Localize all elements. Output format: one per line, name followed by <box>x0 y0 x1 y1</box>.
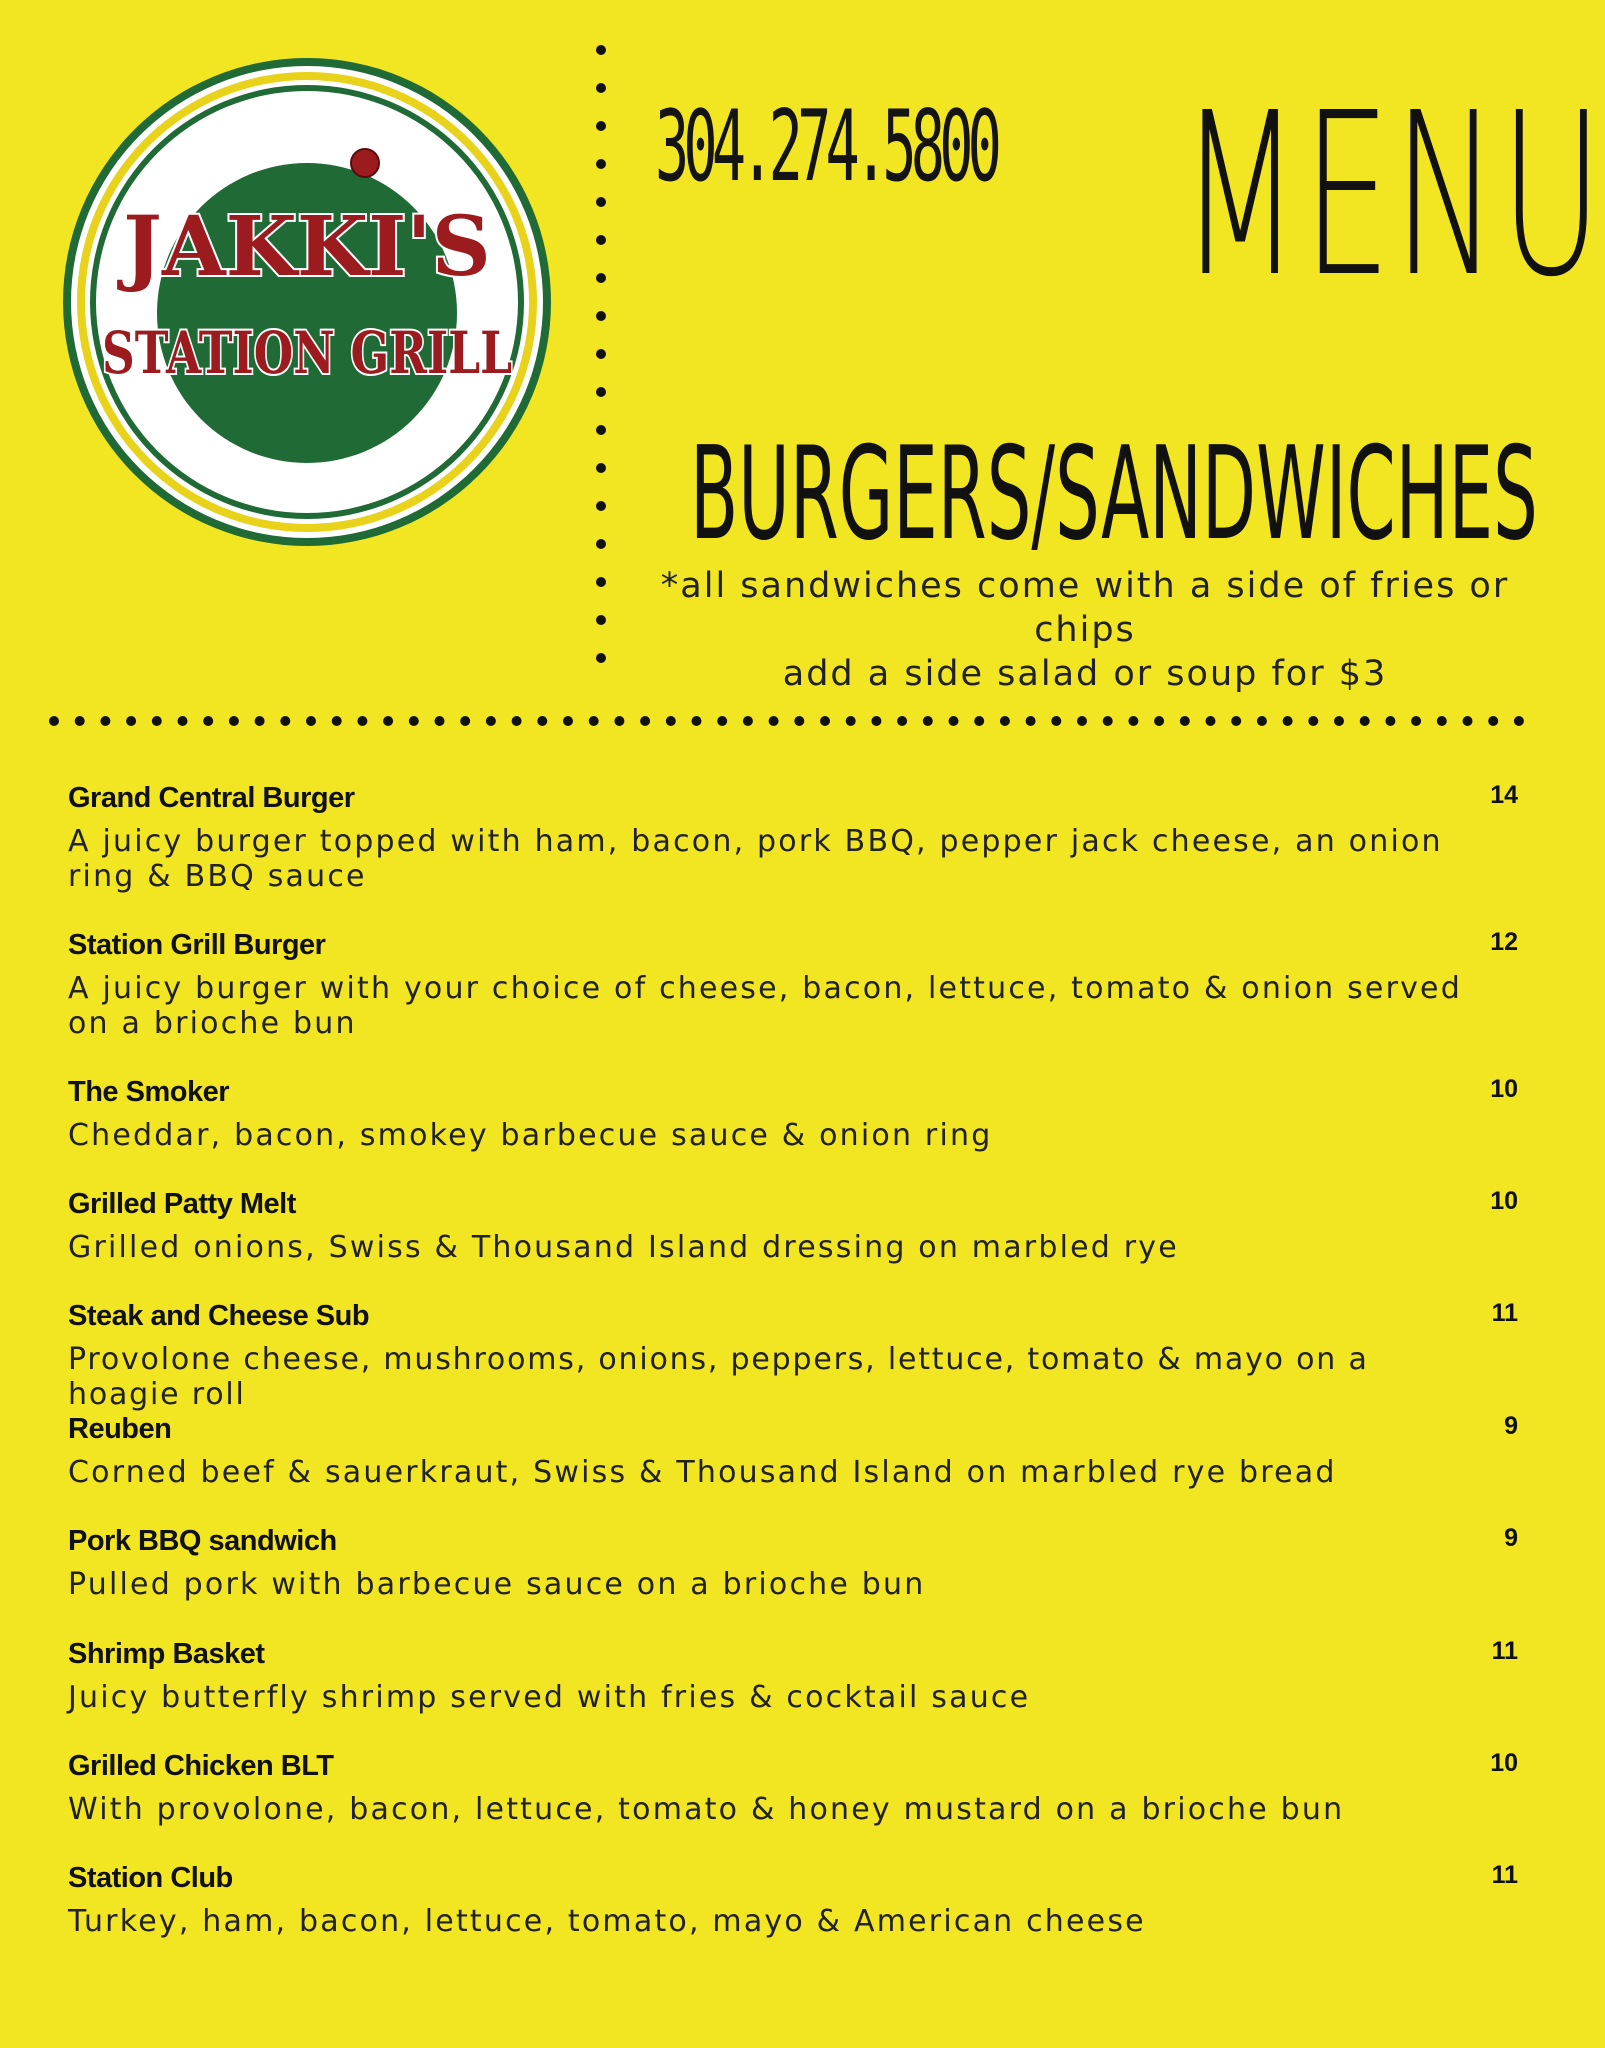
item-name: Steak and Cheese Sub <box>68 1300 370 1332</box>
divider-dot <box>614 716 624 726</box>
menu-item <box>68 1746 1518 1827</box>
divider-dot <box>794 716 804 726</box>
vertical-dotted-divider <box>594 44 608 669</box>
divider-dot <box>1514 716 1524 726</box>
divider-dot <box>280 716 290 726</box>
logo-text-top: JAKKI'S <box>123 199 491 295</box>
divider-dot <box>306 716 316 726</box>
horizontal-dotted-divider <box>48 714 1548 728</box>
item-name: Station Club <box>68 1862 233 1894</box>
item-name: The Smoker <box>68 1076 229 1108</box>
section-note <box>630 564 1540 696</box>
menu-item <box>68 1521 1518 1602</box>
item-description: Provolone cheese, mushrooms, onions, peppers, lettuce, tomato & mayo on a hoagie roll <box>68 1342 1369 1412</box>
item-price: 11 <box>1491 1861 1518 1889</box>
divider-dot <box>1231 716 1241 726</box>
menu-item <box>68 1296 1518 1412</box>
divider-dot <box>1128 716 1138 726</box>
note-line-addon: add a side salad or soup for $3 <box>782 654 1388 694</box>
divider-dot <box>1385 716 1395 726</box>
divider-dot <box>486 716 496 726</box>
item-description: Turkey, ham, bacon, lettuce, tomato, mayo & American cheese <box>68 1904 1146 1939</box>
item-description: Cheddar, bacon, smokey barbecue sauce & onion ring <box>68 1118 993 1153</box>
divider-dot <box>1437 716 1447 726</box>
divider-dot <box>949 716 959 726</box>
divider-dot <box>1180 716 1190 726</box>
section-title: BURGERS/SANDWICHES <box>690 420 1538 569</box>
divider-dot <box>743 716 753 726</box>
item-name: Shrimp Basket <box>68 1638 265 1670</box>
divider-dot <box>563 716 573 726</box>
divider-dot <box>717 716 727 726</box>
item-description: A juicy burger topped with ham, bacon, pork BBQ, pepper jack cheese, an onion ring & BBQ sauce <box>68 824 1443 894</box>
divider-dot <box>1334 716 1344 726</box>
item-description: A juicy burger with your choice of cheese, bacon, lettuce, tomato & onion served on a brioche bun <box>68 971 1462 1041</box>
divider-dot <box>846 716 856 726</box>
menu-item <box>68 1634 1518 1715</box>
divider-dot <box>1077 716 1087 726</box>
divider-dot <box>512 716 522 726</box>
divider-dot <box>666 716 676 726</box>
item-name: Grilled Patty Melt <box>68 1188 296 1220</box>
divider-dot <box>1308 716 1318 726</box>
item-name: Grilled Chicken BLT <box>68 1750 334 1782</box>
item-price: 10 <box>1490 1075 1518 1103</box>
logo-text-bottom: STATION GRILL <box>102 319 512 387</box>
divider-dot <box>1257 716 1267 726</box>
divider-dot <box>1463 716 1473 726</box>
divider-dot <box>1360 716 1370 726</box>
divider-dot <box>1488 716 1498 726</box>
divider-dot <box>923 716 933 726</box>
menu-item <box>68 1409 1518 1490</box>
divider-dot <box>229 716 239 726</box>
divider-dot <box>255 716 265 726</box>
divider-dot <box>435 716 445 726</box>
divider-dot <box>332 716 342 726</box>
divider-dot <box>897 716 907 726</box>
divider-dot <box>692 716 702 726</box>
divider-dot <box>383 716 393 726</box>
menu-title: MENU <box>1180 65 1605 327</box>
divider-dot <box>126 716 136 726</box>
item-price: 12 <box>1490 928 1518 956</box>
item-description: Juicy butterfly shrimp served with fries & cocktail sauce <box>68 1680 1031 1715</box>
divider-dot <box>769 716 779 726</box>
item-name: Station Grill Burger <box>68 929 326 961</box>
restaurant-logo <box>60 55 554 549</box>
divider-dot <box>203 716 213 726</box>
item-price: 10 <box>1490 1749 1518 1777</box>
menu-item <box>68 925 1518 1041</box>
item-name: Pork BBQ sandwich <box>68 1525 337 1557</box>
divider-dot <box>409 716 419 726</box>
divider-dot <box>640 716 650 726</box>
divider-dot <box>49 716 59 726</box>
divider-dot <box>460 716 470 726</box>
divider-dot <box>820 716 830 726</box>
item-name: Reuben <box>68 1413 172 1445</box>
item-price: 9 <box>1504 1524 1518 1552</box>
divider-dot <box>1206 716 1216 726</box>
divider-dot <box>871 716 881 726</box>
item-description: With provolone, bacon, lettuce, tomato & honey mustard on a brioche bun <box>68 1792 1345 1827</box>
item-price: 10 <box>1490 1187 1518 1215</box>
divider-dot <box>1103 716 1113 726</box>
divider-dot <box>178 716 188 726</box>
item-price: 11 <box>1491 1299 1518 1327</box>
phone-number: 304.274.5800 <box>655 90 997 204</box>
divider-dot <box>1051 716 1061 726</box>
menu-item <box>68 1072 1518 1153</box>
item-price: 14 <box>1490 781 1518 809</box>
divider-dot <box>974 716 984 726</box>
menu-item <box>68 778 1518 894</box>
menu-item <box>68 1858 1518 1939</box>
divider-dot <box>1411 716 1421 726</box>
divider-dot <box>75 716 85 726</box>
divider-dot <box>152 716 162 726</box>
divider-dot <box>357 716 367 726</box>
divider-dot <box>100 716 110 726</box>
note-line-sides: *all sandwiches come with a side of fries or chips <box>660 566 1510 650</box>
item-price: 9 <box>1504 1412 1518 1440</box>
divider-dot <box>1000 716 1010 726</box>
divider-dot <box>1154 716 1164 726</box>
menu-item <box>68 1184 1518 1265</box>
item-description: Pulled pork with barbecue sauce on a brioche bun <box>68 1567 926 1602</box>
divider-dot <box>1026 716 1036 726</box>
divider-dot <box>537 716 547 726</box>
item-price: 11 <box>1491 1637 1518 1665</box>
item-name: Grand Central Burger <box>68 782 355 814</box>
divider-dot <box>1283 716 1293 726</box>
item-description: Grilled onions, Swiss & Thousand Island dressing on marbled rye <box>68 1230 1179 1265</box>
divider-dot <box>589 716 599 726</box>
item-description: Corned beef & sauerkraut, Swiss & Thousand Island on marbled rye bread <box>68 1455 1337 1490</box>
